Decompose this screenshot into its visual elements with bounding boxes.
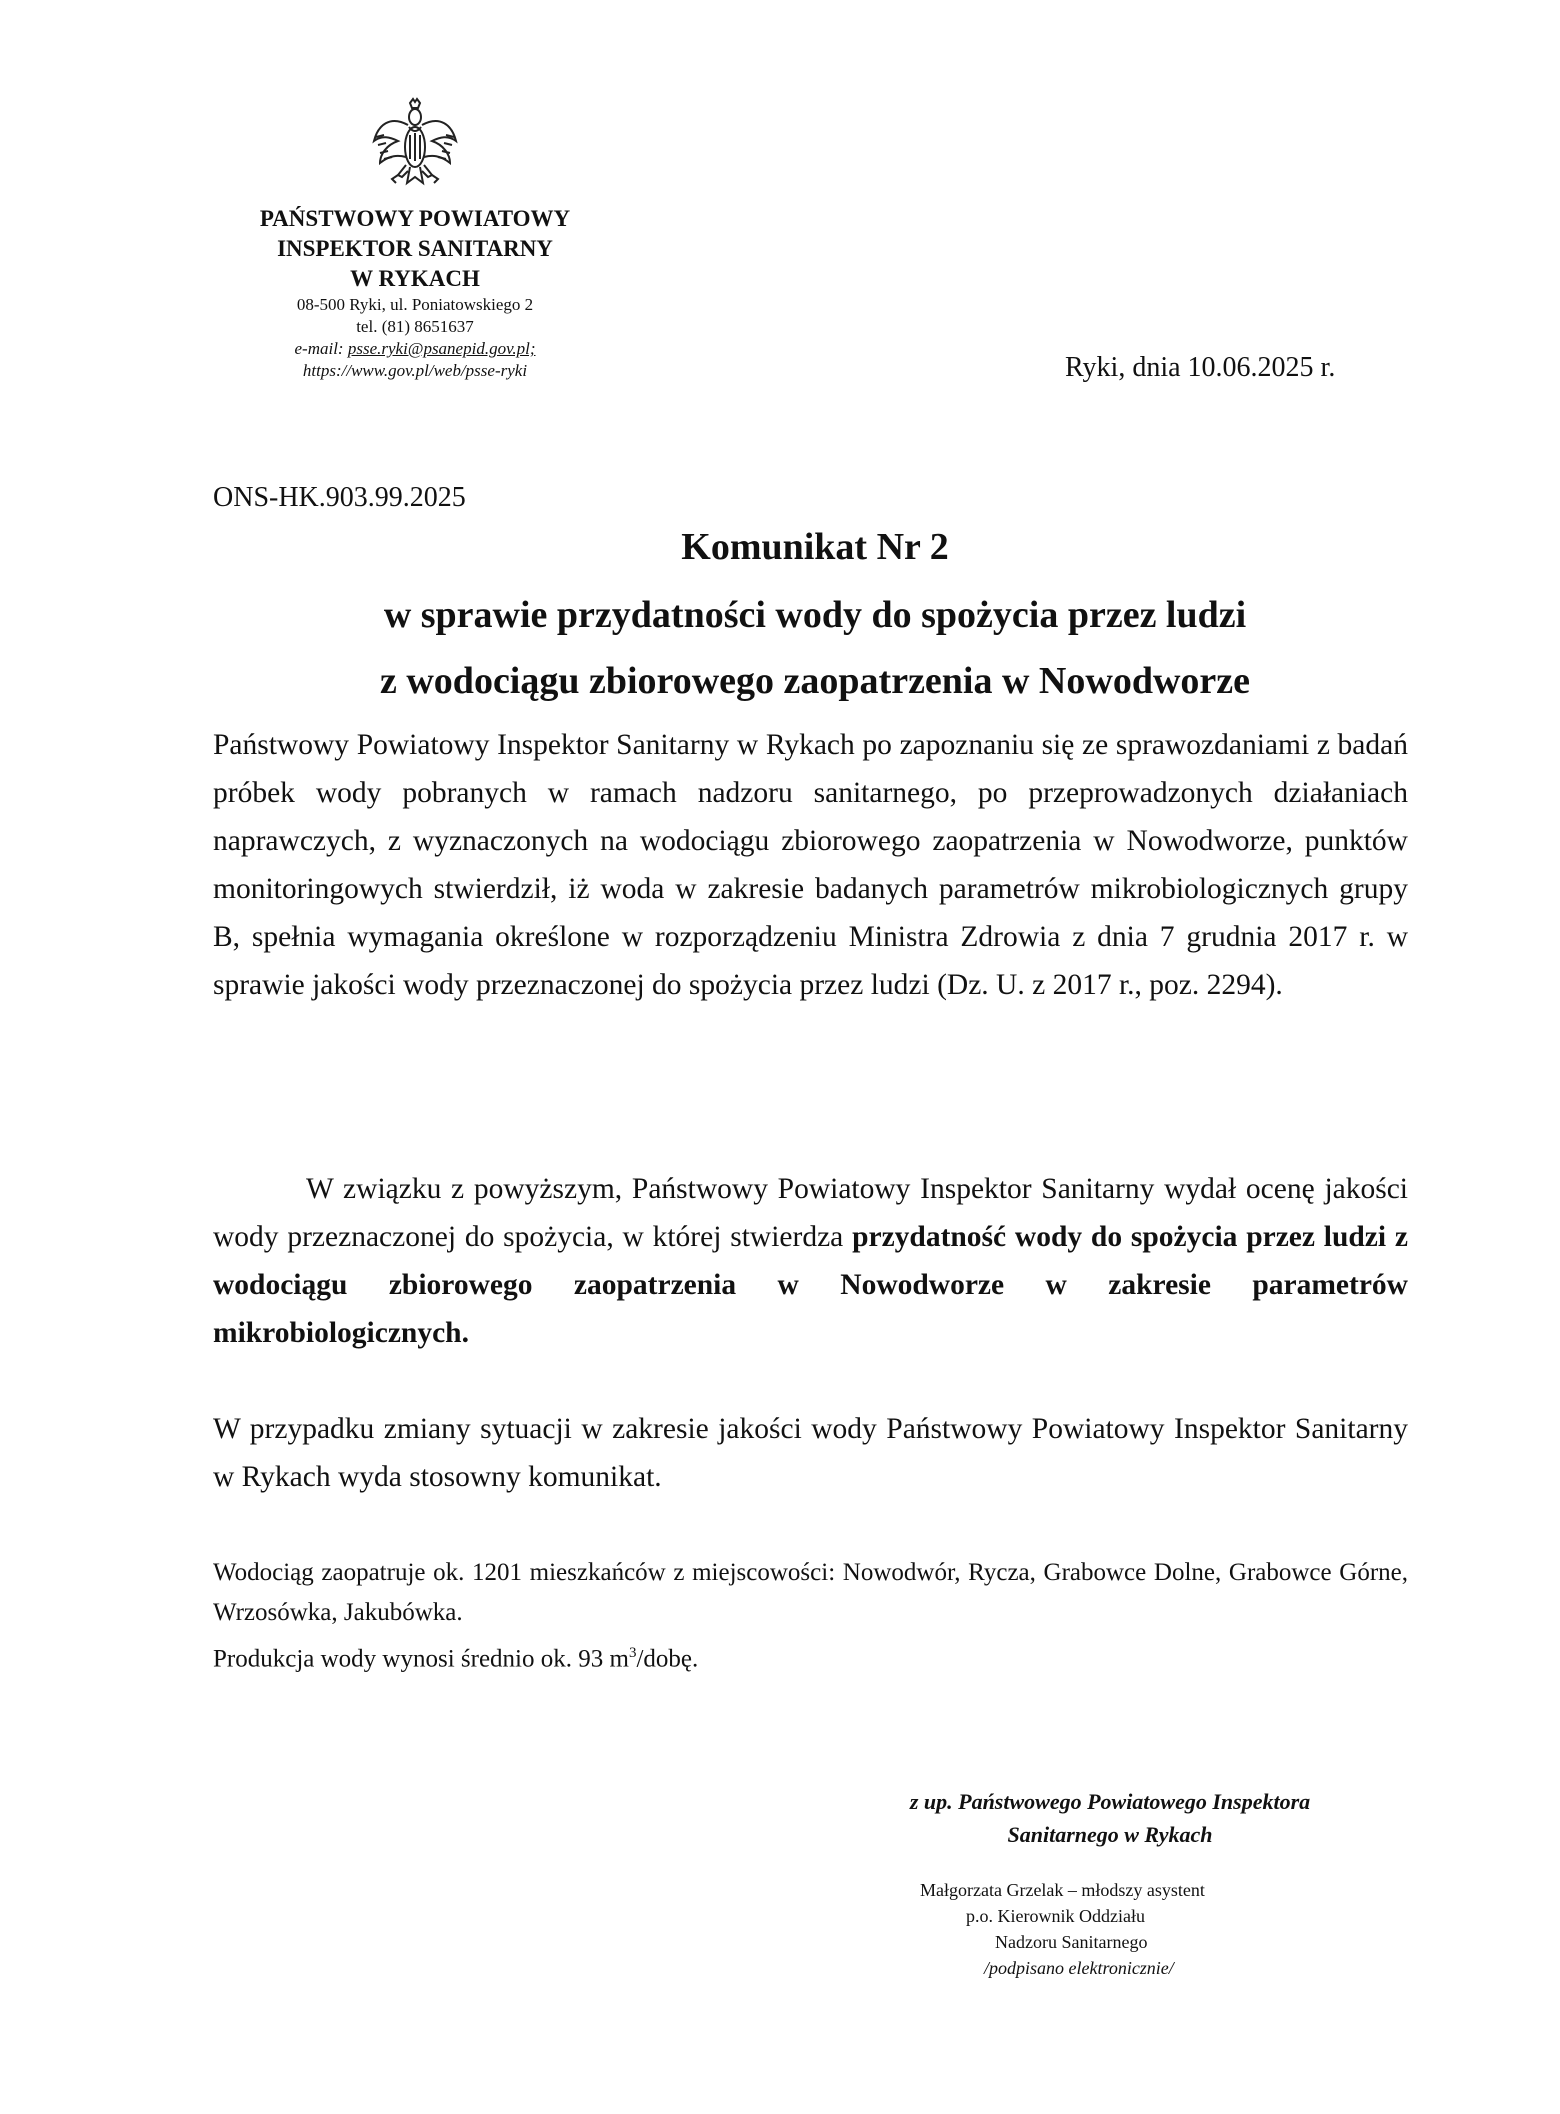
- signature-authority: [830, 1785, 1390, 1851]
- authority-line: z up. Państwowego Powiatowego Inspektora: [909, 1789, 1311, 1814]
- paragraph-bold-text: przydatność wody do spożycia przez ludzi z wodociągu zbiorowego zaopatrzenia w Nowodworze w zakresie parametrów mikrobiologicznych.: [213, 1221, 1408, 1349]
- production-unit-exponent: 3: [628, 1645, 637, 1661]
- signatory-role: Nadzoru Sanitarnego: [995, 1932, 1148, 1952]
- production-text: Produkcja wody wynosi średnio ok. 93 m: [213, 1645, 629, 1673]
- paragraph-normal-text: W związku z powyższym, Państwowy Powiatowy Inspektor Sanitarny wydał ocenę jakości wody przeznaczonej do spożycia, w której stwierdza: [213, 1173, 1408, 1253]
- supply-info-production: [213, 1633, 1408, 1679]
- institution-line: W RYKACH: [350, 266, 480, 291]
- supply-info-residents: Wodociąg zaopatruje ok. 1201 mieszkańców z miejscowości: Nowodwór, Rycza, Grabowce Dolne, Grabowce Górne, Wrzosówka, Jakubówka.: [213, 1559, 1408, 1626]
- institution-line: INSPEKTOR SANITARNY: [277, 236, 553, 261]
- signatory-name: Małgorzata Grzelak – młodszy asystent: [920, 1880, 1205, 1900]
- reference-number: ONS-HK.903.99.2025: [213, 482, 466, 513]
- document-subtitle-line: z wodociągu zbiorowego zaopatrzenia w Nowodworze: [380, 660, 1250, 702]
- body-paragraph-3: [213, 1405, 1408, 1501]
- document-subtitle-line: w sprawie przydatności wody do spożycia przez ludzi: [383, 594, 1247, 636]
- authority-line: Sanitarnego w Rykach: [1007, 1822, 1213, 1847]
- signatory-role: p.o. Kierownik Oddziału: [966, 1906, 1145, 1926]
- polish-eagle-emblem-icon: [370, 97, 460, 189]
- document-date: Ryki, dnia 10.06.2025 r.: [1065, 352, 1336, 383]
- paragraph-text: [213, 1165, 1408, 1357]
- body-paragraph-2: [213, 1165, 1408, 1357]
- paragraph-text: Państwowy Powiatowy Inspektor Sanitarny w Rykach po zapoznaniu się ze sprawozdaniami z badań próbek wody pobranych w ramach nadzoru sanitarnego, po przeprowadzonych działaniach naprawczych, z wyznaczonych na wodociągu zbiorowego zaopatrzenia w Nowodworze, punktów monitoringowych stwierdził, iż woda w zakresie badanych parametrów mikrobiologicznych grupy B, spełnia wymagania określone w rozporządzeniu Ministra Zdrowia z dnia 7 grudnia 2017 r. w sprawie jakości wody przeznaczonej do spożycia przez ludzi (Dz. U. z 2017 r., poz. 2294).: [213, 729, 1408, 1001]
- institution-phone: tel. (81) 8651637: [356, 317, 474, 336]
- signatory-block: [920, 1877, 1280, 1981]
- paragraph-text: W przypadku zmiany sytuacji w zakresie jakości wody Państwowy Powiatowy Inspektor Sanitarny w Rykach wyda stosowny komunikat.: [213, 1413, 1408, 1493]
- supply-info: [213, 1553, 1408, 1679]
- email-link[interactable]: psse.ryki@psanepid.gov.pl;: [347, 339, 536, 358]
- production-unit: /dobę.: [636, 1645, 699, 1673]
- document-title: Komunikat Nr 2: [681, 526, 949, 568]
- institution-name: [205, 204, 625, 294]
- institution-email: [205, 338, 625, 360]
- institution-website[interactable]: https://www.gov.pl/web/psse-ryki: [302, 361, 528, 380]
- body-paragraph-1: [213, 721, 1408, 1009]
- institution-line: PAŃSTWOWY POWIATOWY: [259, 206, 571, 231]
- email-label: e-mail:: [294, 339, 344, 358]
- institution-header: [205, 97, 625, 382]
- institution-address: 08-500 Ryki, ul. Poniatowskiego 2: [296, 295, 534, 314]
- electronic-signature-note: /podpisano elektronicznie/: [984, 1958, 1174, 1978]
